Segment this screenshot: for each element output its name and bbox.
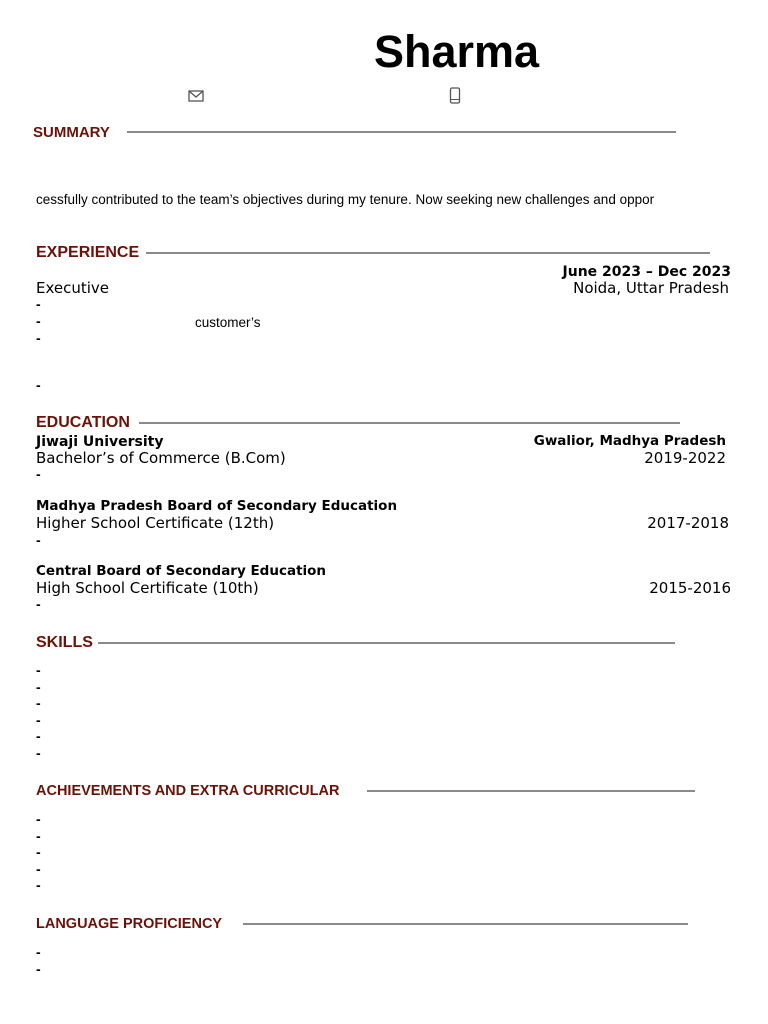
summary-text: cessfully contributed to the team’s objectives during my tenure. Now seeking new challenges and oppor (36, 193, 655, 207)
language-bullet: - (36, 944, 41, 960)
experience-dates: June 2023 – Dec 2023 (562, 264, 731, 280)
education-bullet: - (36, 532, 41, 548)
achievements-heading: ACHIEVEMENTS AND EXTRA CURRICULAR (36, 783, 340, 799)
education-bullet: - (36, 466, 41, 482)
candidate-name: Sharma (374, 26, 540, 77)
education-degree: Higher School Certificate (12th) (36, 514, 275, 532)
education-years: 2019-2022 (644, 449, 726, 467)
education-rule (139, 422, 680, 424)
experience-rule (146, 252, 710, 254)
language-bullet: - (36, 961, 41, 977)
education-years: 2017-2018 (647, 514, 729, 532)
experience-heading: EXPERIENCE (36, 244, 140, 261)
education-institution: Madhya Pradesh Board of Secondary Education (36, 498, 398, 514)
education-location: Gwalior, Madhya Pradesh (533, 433, 726, 449)
education-degree: High School Certificate (10th) (36, 579, 259, 597)
skills-rule (98, 642, 675, 644)
achievements-bullet: - (36, 811, 41, 827)
skills-bullet: - (36, 695, 41, 711)
achievements-bullet: - (36, 861, 41, 877)
skills-bullet: - (36, 679, 41, 695)
skills-heading: SKILLS (36, 634, 93, 651)
experience-bullet: - (36, 296, 41, 312)
experience-role: Executive (36, 279, 110, 297)
achievements-bullet: - (36, 828, 41, 844)
education-institution: Jiwaji University (36, 434, 164, 450)
skills-bullet: - (36, 728, 41, 744)
experience-bullet: - (36, 330, 41, 346)
experience-text-fragment: customer’s (195, 315, 261, 330)
education-bullet: - (36, 596, 41, 612)
experience-bullet: - (36, 377, 41, 393)
email-icon (188, 90, 204, 102)
education-degree: Bachelor’s of Commerce (B.Com) (36, 449, 286, 467)
summary-rule (127, 131, 676, 133)
experience-location: Noida, Uttar Pradesh (573, 279, 729, 297)
education-years: 2015-2016 (649, 579, 731, 597)
achievements-bullet: - (36, 844, 41, 860)
summary-heading: SUMMARY (33, 124, 110, 141)
language-heading: LANGUAGE PROFICIENCY (36, 916, 223, 932)
language-rule (243, 923, 688, 925)
experience-bullet: - (36, 313, 41, 329)
skills-bullet: - (36, 745, 41, 761)
skills-bullet: - (36, 712, 41, 728)
education-institution: Central Board of Secondary Education (36, 563, 327, 579)
achievements-bullet: - (36, 877, 41, 893)
education-heading: EDUCATION (36, 414, 130, 431)
skills-bullet: - (36, 662, 41, 678)
achievements-rule (367, 790, 695, 792)
phone-icon (449, 87, 461, 104)
